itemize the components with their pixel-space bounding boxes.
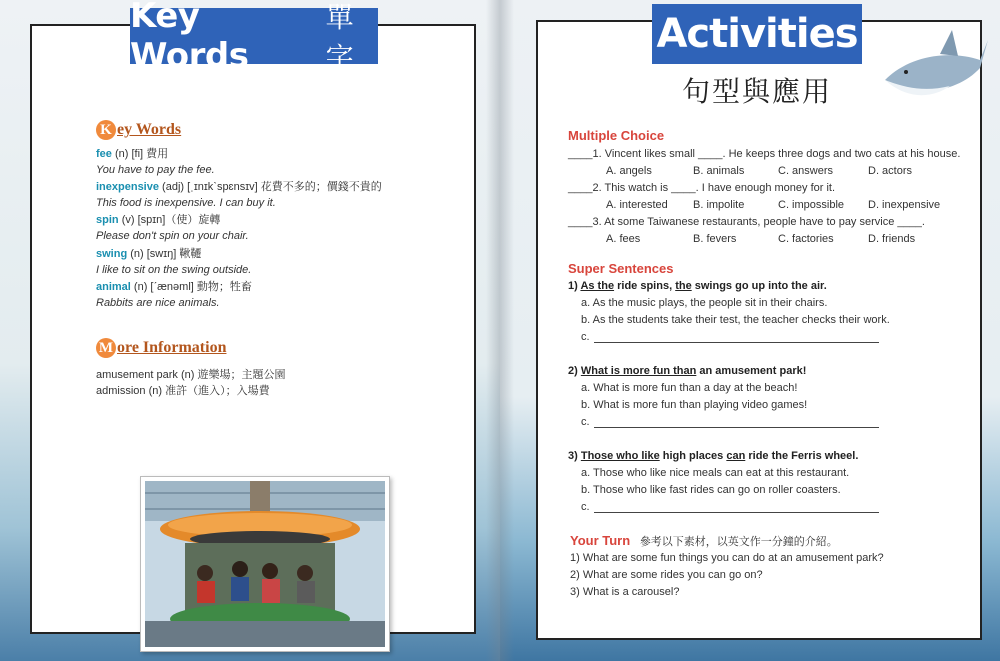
keyword-word: swing	[96, 248, 128, 260]
pattern-key-2: the	[675, 280, 692, 292]
sentence-blank-label: c.	[581, 416, 590, 428]
sentence-pattern	[568, 365, 806, 377]
keyword-entry	[96, 147, 215, 177]
keyword-meta: (n) [fi] 費用	[114, 148, 169, 160]
sentence-example: a. What is more fun than a day at the beach!	[581, 382, 798, 394]
keyword-meta: (n) [swɪŋ] 鞦韆	[130, 248, 202, 260]
activities-subtitle: 句型與應用	[681, 75, 832, 108]
sentence-example: b. Those who like fast rides can go on roller coasters.	[581, 484, 841, 496]
your-turn-title: Your Turn	[570, 533, 631, 548]
your-turn-heading	[570, 533, 838, 549]
keyword-entry	[96, 213, 249, 243]
book-spine	[486, 0, 514, 661]
keyword-meta: (v) [spɪn]（使）旋轉	[121, 214, 221, 226]
mc-option: B. animals	[693, 165, 745, 177]
keyword-example: Please don't spin on your chair.	[96, 230, 249, 242]
pattern-number: 3)	[568, 450, 578, 462]
pattern-text: ride the Ferris wheel.	[745, 450, 859, 462]
mc-option: B. impolite	[693, 199, 745, 211]
mc-question-stem: ____2. This watch is ____. I have enough money for it.	[568, 182, 836, 194]
keyword-meta: (adj) [ˌɪnɪkˋspɛnsɪv] 花費不多的；價錢不貴的	[162, 181, 382, 193]
pattern-key-1: What is more fun than	[580, 365, 697, 377]
pattern-key-1: Those who like	[580, 450, 660, 462]
keyword-entry	[96, 180, 382, 210]
your-turn-question: 3) What is a carousel?	[570, 586, 680, 598]
sentence-example: b. What is more fun than playing video games!	[581, 399, 808, 411]
answer-line[interactable]	[594, 427, 879, 428]
banner-title-cjk: 單字	[325, 1, 354, 74]
pattern-number: 2)	[568, 365, 578, 377]
more-info-item: amusement park (n) 遊樂場；主題公園	[96, 369, 286, 381]
sentence-pattern	[568, 280, 827, 292]
keyword-meta: (n) [ˊænəml] 動物；牲畜	[133, 281, 252, 293]
more-info-heading-text: ore Information	[117, 339, 227, 356]
key-words-heading-text: ey Words	[117, 121, 182, 138]
keyword-word: inexpensive	[96, 181, 159, 193]
multiple-choice-heading: Multiple Choice	[568, 128, 665, 143]
super-sentences-heading: Super Sentences	[568, 261, 674, 276]
keyword-entry	[96, 280, 252, 310]
mc-option: C. impossible	[778, 199, 845, 211]
banner-title: Key Words	[130, 0, 249, 76]
mc-option: C. factories	[778, 233, 834, 245]
answer-line[interactable]	[594, 342, 879, 343]
keyword-example: You have to pay the fee.	[96, 164, 215, 176]
sentence-example: a. As the music plays, the people sit in their chairs.	[581, 297, 828, 309]
keyword-example: I like to sit on the swing outside.	[96, 264, 252, 276]
pattern-text: an amusement park!	[696, 365, 807, 377]
pattern-text: swings go up into the air.	[691, 280, 827, 292]
more-info-badge: M	[96, 338, 116, 358]
more-info-item: admission (n) 准許（進入）；入場費	[96, 385, 270, 397]
mc-option: D. friends	[868, 233, 916, 245]
ride-photo	[140, 476, 390, 652]
activities-banner	[652, 4, 862, 64]
mc-option: A. fees	[606, 233, 641, 245]
keyword-entry	[96, 247, 251, 277]
mc-option: B. fevers	[693, 233, 737, 245]
key-words-heading	[96, 120, 181, 140]
keyword-example: Rabbits are nice animals.	[96, 297, 220, 309]
sentence-blank-label: c.	[581, 501, 590, 513]
more-information-heading	[96, 338, 226, 358]
pattern-key-2: can	[726, 450, 746, 462]
activities-title: Activities	[656, 11, 858, 57]
keyword-word: animal	[96, 281, 131, 293]
key-words-banner	[130, 0, 378, 76]
mc-option: D. actors	[868, 165, 913, 177]
keyword-word: fee	[96, 148, 112, 160]
sentence-example: b. As the students take their test, the teacher checks their work.	[581, 314, 890, 326]
your-turn-question: 2) What are some rides you can go on?	[570, 569, 763, 581]
your-turn-instruction: 參考以下素材，以英文作一分鐘的介紹。	[639, 536, 838, 548]
pattern-number: 1)	[568, 280, 578, 292]
mc-option: C. answers	[778, 165, 834, 177]
sentence-example: a. Those who like nice meals can eat at this restaurant.	[581, 467, 850, 479]
mc-question-stem: ____1. Vincent likes small ____. He keeps three dogs and two cats at his house.	[568, 148, 961, 160]
pattern-text: high places	[659, 450, 727, 462]
your-turn-question: 1) What are some fun things you can do at an amusement park?	[570, 552, 884, 564]
sentence-pattern	[568, 450, 858, 462]
key-words-badge: K	[96, 120, 116, 140]
mc-question-stem: ____3. At some Taiwanese restaurants, people have to pay service ____.	[568, 216, 925, 228]
mc-option: A. interested	[606, 199, 668, 211]
keyword-word: spin	[96, 214, 119, 226]
mc-option: D. inexpensive	[868, 199, 941, 211]
mc-option: A. angels	[606, 165, 652, 177]
pattern-text: ride spins,	[614, 280, 676, 292]
sentence-blank-label: c.	[581, 331, 590, 343]
pattern-key-1: As the	[580, 280, 615, 292]
shark-illustration	[880, 10, 990, 120]
answer-line[interactable]	[594, 512, 879, 513]
keyword-example: This food is inexpensive. I can buy it.	[96, 197, 276, 209]
